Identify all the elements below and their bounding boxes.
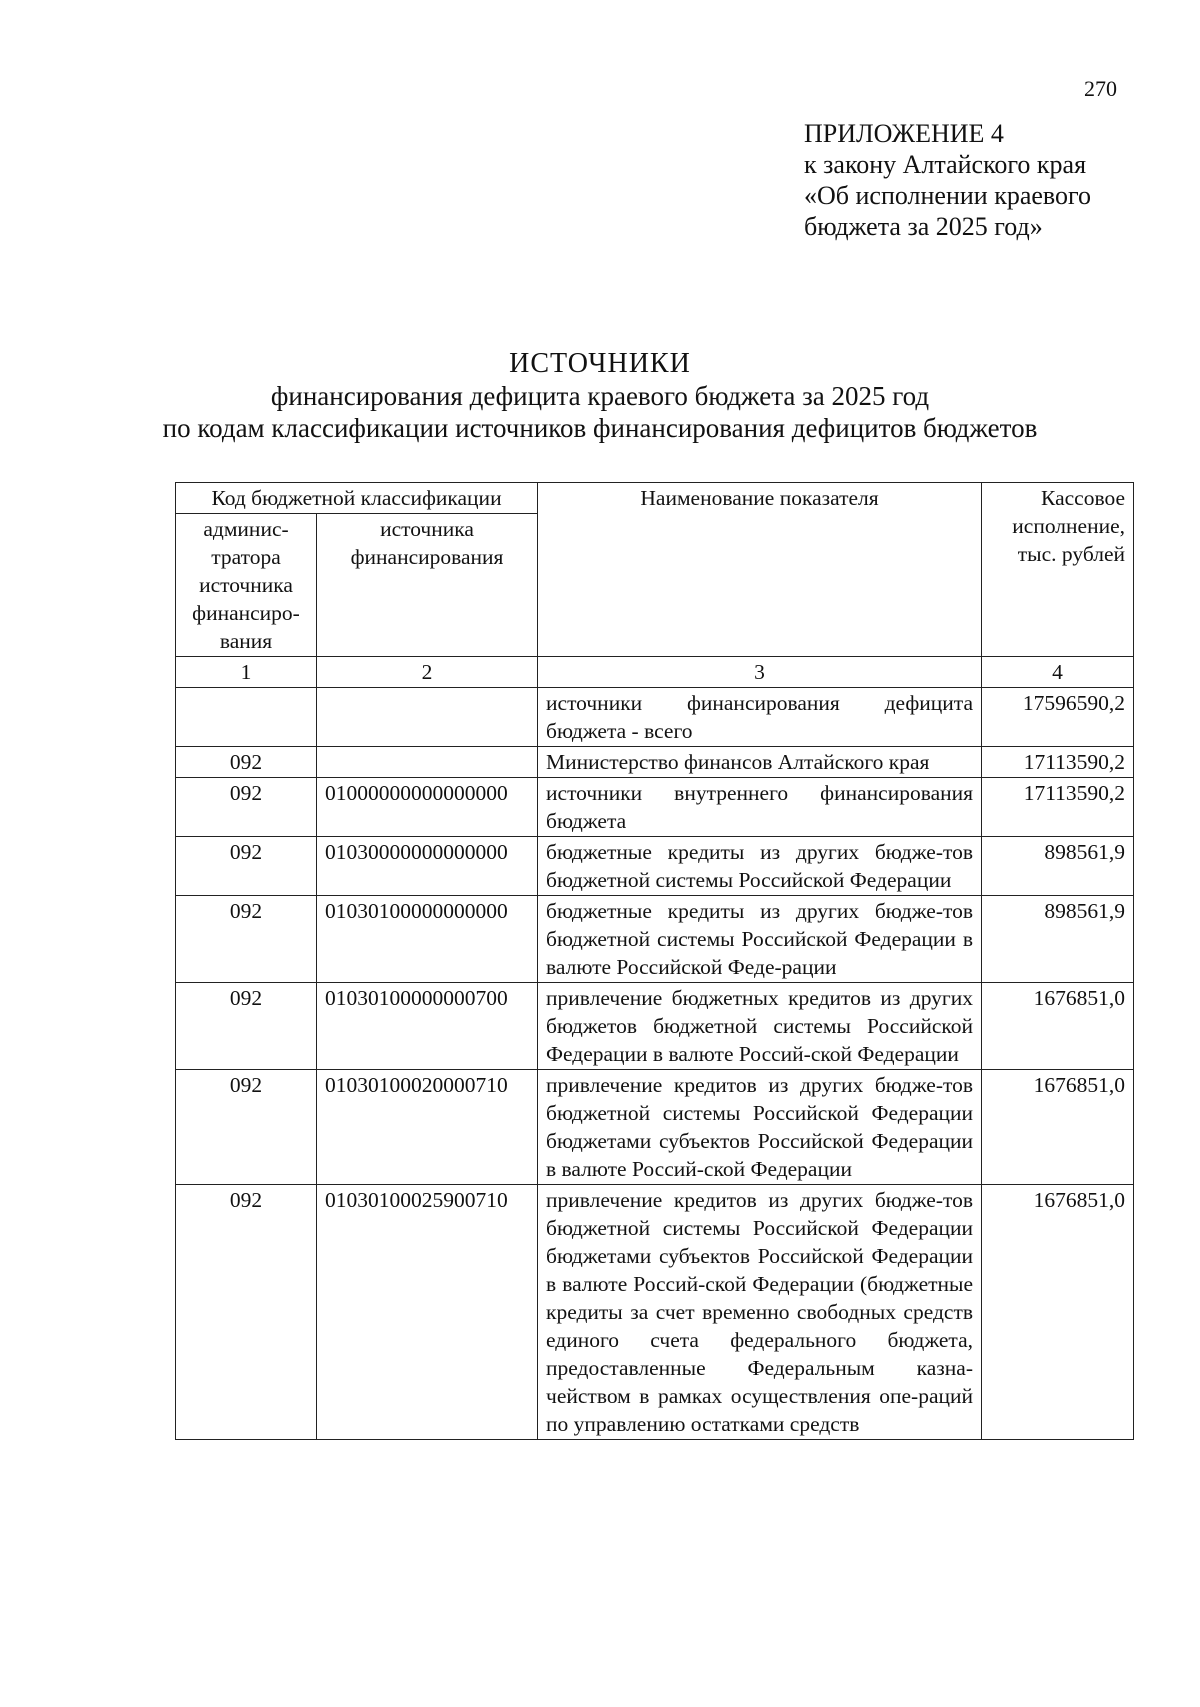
- admin-code-cell: 092: [176, 983, 317, 1070]
- value-cell: 1676851,0: [982, 1070, 1134, 1185]
- admin-code-cell: 092: [176, 747, 317, 778]
- admin-code-cell: 092: [176, 1185, 317, 1440]
- value-cell: 17113590,2: [982, 778, 1134, 837]
- sources-table: [175, 482, 1134, 1440]
- appendix-law: к закону Алтайского края: [804, 150, 1087, 179]
- admin-code-cell: 092: [176, 896, 317, 983]
- header-administrator: админис-тратора источника финансиро-вания: [176, 514, 317, 657]
- table-row: [176, 983, 1134, 1070]
- source-code-cell: 01030100020000710: [317, 1070, 538, 1185]
- column-number: 1: [176, 657, 317, 688]
- value-cell: 898561,9: [982, 837, 1134, 896]
- indicator-name-cell: источники внутреннего финансирования бюджета: [538, 778, 982, 837]
- source-code-cell: 01030000000000000: [317, 837, 538, 896]
- value-cell: 1676851,0: [982, 983, 1134, 1070]
- value-cell: 17113590,2: [982, 747, 1134, 778]
- appendix-law-title: «Об исполнении краевого: [804, 181, 1092, 210]
- table-row: [176, 1070, 1134, 1185]
- table-row: [176, 896, 1134, 983]
- table-row: [176, 747, 1134, 778]
- admin-code-cell: 092: [176, 778, 317, 837]
- page-number: 270: [1084, 76, 1117, 101]
- indicator-name-cell: источники финансирования дефицита бюджета - всего: [538, 688, 982, 747]
- header-source: источника финансирования: [317, 514, 538, 657]
- source-code-cell: 01030100000000000: [317, 896, 538, 983]
- admin-code-cell: 092: [176, 837, 317, 896]
- source-code-cell: 01000000000000000: [317, 778, 538, 837]
- table-row: [176, 688, 1134, 747]
- admin-code-cell: 092: [176, 1070, 317, 1185]
- column-number: 3: [538, 657, 982, 688]
- document-title: [0, 348, 1200, 444]
- table-row: [176, 1185, 1134, 1440]
- table-row: [176, 837, 1134, 896]
- value-cell: 17596590,2: [982, 688, 1134, 747]
- table-row: [176, 778, 1134, 837]
- source-code-cell: [317, 688, 538, 747]
- indicator-name-cell: привлечение бюджетных кредитов из других бюджетов бюджетной системы Российской Федерации в валюте Россий-ской Федерации: [538, 983, 982, 1070]
- appendix-block: [804, 118, 1164, 242]
- title-subtitle-2: по кодам классификации источников финансирования дефицитов бюджетов: [162, 413, 1038, 443]
- header-indicator-name: Наименование показателя: [538, 483, 982, 657]
- column-number: 2: [317, 657, 538, 688]
- indicator-name-cell: привлечение кредитов из других бюдже-тов бюджетной системы Российской Федерации бюджетами субъектов Российской Федерации в валюте Россий-ской Федерации (бюджетные кредиты за счет временно свободных средств единого счета федерального бюджета, предоставленные Федеральным казна-чейством в рамках осуществления опе-раций по управлению остатками средств: [538, 1185, 982, 1440]
- source-code-cell: 01030100025900710: [317, 1185, 538, 1440]
- column-number-row: [176, 657, 1134, 688]
- indicator-name-cell: привлечение кредитов из других бюдже-тов бюджетной системы Российской Федерации бюджетами субъектов Российской Федерации в валюте Россий-ской Федерации: [538, 1070, 982, 1185]
- appendix-law-year: бюджета за 2025 год»: [804, 212, 1043, 241]
- indicator-name-cell: бюджетные кредиты из других бюдже-тов бюджетной системы Российской Федерации в валюте Российской Феде-рации: [538, 896, 982, 983]
- admin-code-cell: [176, 688, 317, 747]
- header-cash-execution: Кассовое исполнение, тыс. рублей: [982, 483, 1134, 657]
- column-number: 4: [982, 657, 1134, 688]
- appendix-label: ПРИЛОЖЕНИЕ 4: [804, 119, 1004, 148]
- indicator-name-cell: бюджетные кредиты из других бюдже-тов бюджетной системы Российской Федерации: [538, 837, 982, 896]
- indicator-name-cell: Министерство финансов Алтайского края: [538, 747, 982, 778]
- header-row: [176, 483, 1134, 514]
- source-code-cell: 01030100000000700: [317, 983, 538, 1070]
- header-budget-code: Код бюджетной классификации: [176, 483, 538, 514]
- value-cell: 898561,9: [982, 896, 1134, 983]
- value-cell: 1676851,0: [982, 1185, 1134, 1440]
- title-subtitle: финансирования дефицита краевого бюджета за 2025 год: [270, 381, 930, 411]
- title-main: ИСТОЧНИКИ: [509, 348, 691, 379]
- source-code-cell: [317, 747, 538, 778]
